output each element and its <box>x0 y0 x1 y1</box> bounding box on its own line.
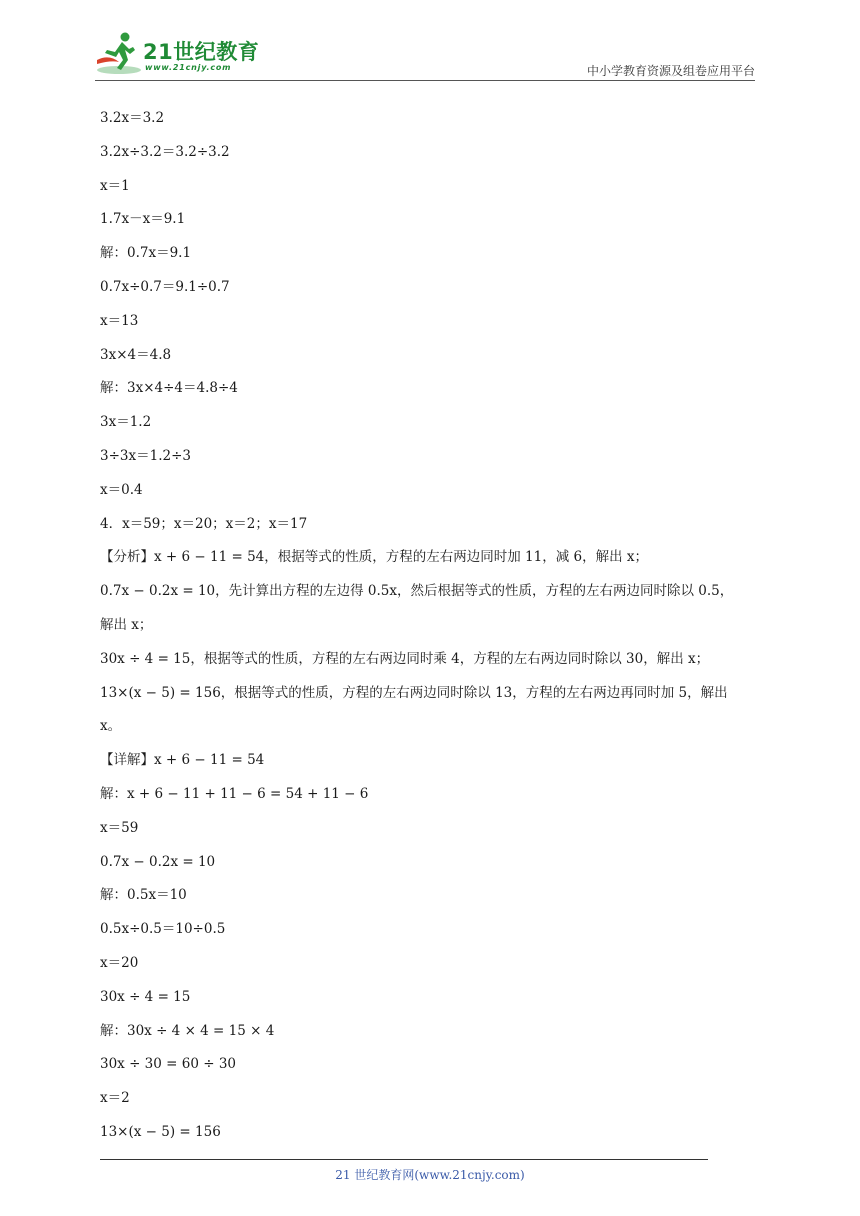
answer-line: 4．x＝59；x＝20；x＝2；x＝17 <box>100 515 308 532</box>
text-line: 3.2x＝3.2 <box>100 110 165 126</box>
footer-divider <box>100 1159 708 1160</box>
logo-url: www.21cnjy.com <box>145 63 232 72</box>
detail-line: 0.7x − 0.2x = 10 <box>100 853 216 870</box>
platform-name: 中小学教育资源及组卷应用平台 <box>586 64 755 78</box>
analysis-line: 【分析】x + 6 − 11 = 54，根据等式的性质，方程的左右两边同时加 11，减 6，解出 x； <box>100 549 648 566</box>
footer-link[interactable]: 21 世纪教育网(www.21cnjy.com) <box>335 1168 525 1182</box>
text-line: 3x＝1.2 <box>100 414 152 431</box>
detail-line: 解：30x ÷ 4 × 4 = 15 × 4 <box>100 1022 275 1039</box>
detail-line: 解：x + 6 − 11 + 11 − 6 = 54 + 11 − 6 <box>100 785 369 802</box>
detail-line: 30x ÷ 4 = 15 <box>100 988 191 1005</box>
detail-line: 13×(x − 5) = 156 <box>100 1123 221 1140</box>
analysis-line: 30x ÷ 4 = 15，根据等式的性质，方程的左右两边同时乘 4，方程的左右两边同时除以 30，解出 x； <box>100 650 710 667</box>
page-header <box>95 30 755 80</box>
detail-line: 解：0.5x＝10 <box>100 887 187 904</box>
detail-line: x＝59 <box>100 819 139 836</box>
text-line: x＝1 <box>100 177 130 194</box>
detail-line: x＝20 <box>100 954 139 971</box>
analysis-line: 13×(x − 5) = 156，根据等式的性质，方程的左右两边同时除以 13，方程的左右两边再同时加 5，解出 <box>100 684 728 701</box>
logo-text: 21世纪教育 <box>143 40 260 64</box>
detail-line: 30x ÷ 30 = 60 ÷ 30 <box>100 1056 237 1073</box>
detail-line: 0.5x÷0.5＝10÷0.5 <box>100 921 226 938</box>
detail-line: x＝2 <box>100 1090 130 1107</box>
site-logo <box>95 30 265 80</box>
text-line: 3.2x÷3.2＝3.2÷3.2 <box>100 143 230 160</box>
header-divider <box>95 80 755 81</box>
analysis-line: x。 <box>100 718 122 735</box>
analysis-line: 0.7x − 0.2x = 10，先计算出方程的左边得 0.5x，然后根据等式的性质，方程的左右两边同时除以 0.5， <box>100 583 734 600</box>
text-line: x＝13 <box>100 312 139 329</box>
text-line: 3÷3x＝1.2÷3 <box>100 447 191 464</box>
page-content <box>100 102 768 1150</box>
text-line: x＝0.4 <box>100 481 143 498</box>
analysis-line: 解出 x； <box>100 616 153 633</box>
detail-line: 【详解】x + 6 − 11 = 54 <box>100 752 265 769</box>
runner-icon <box>95 30 143 76</box>
text-line: 1.7x－x＝9.1 <box>100 211 186 228</box>
text-line: 3x×4＝4.8 <box>100 346 172 363</box>
text-line: 解：0.7x＝9.1 <box>100 245 192 262</box>
text-line: 解：3x×4÷4＝4.8÷4 <box>100 380 238 397</box>
text-line: 0.7x÷0.7＝9.1÷0.7 <box>100 278 230 295</box>
